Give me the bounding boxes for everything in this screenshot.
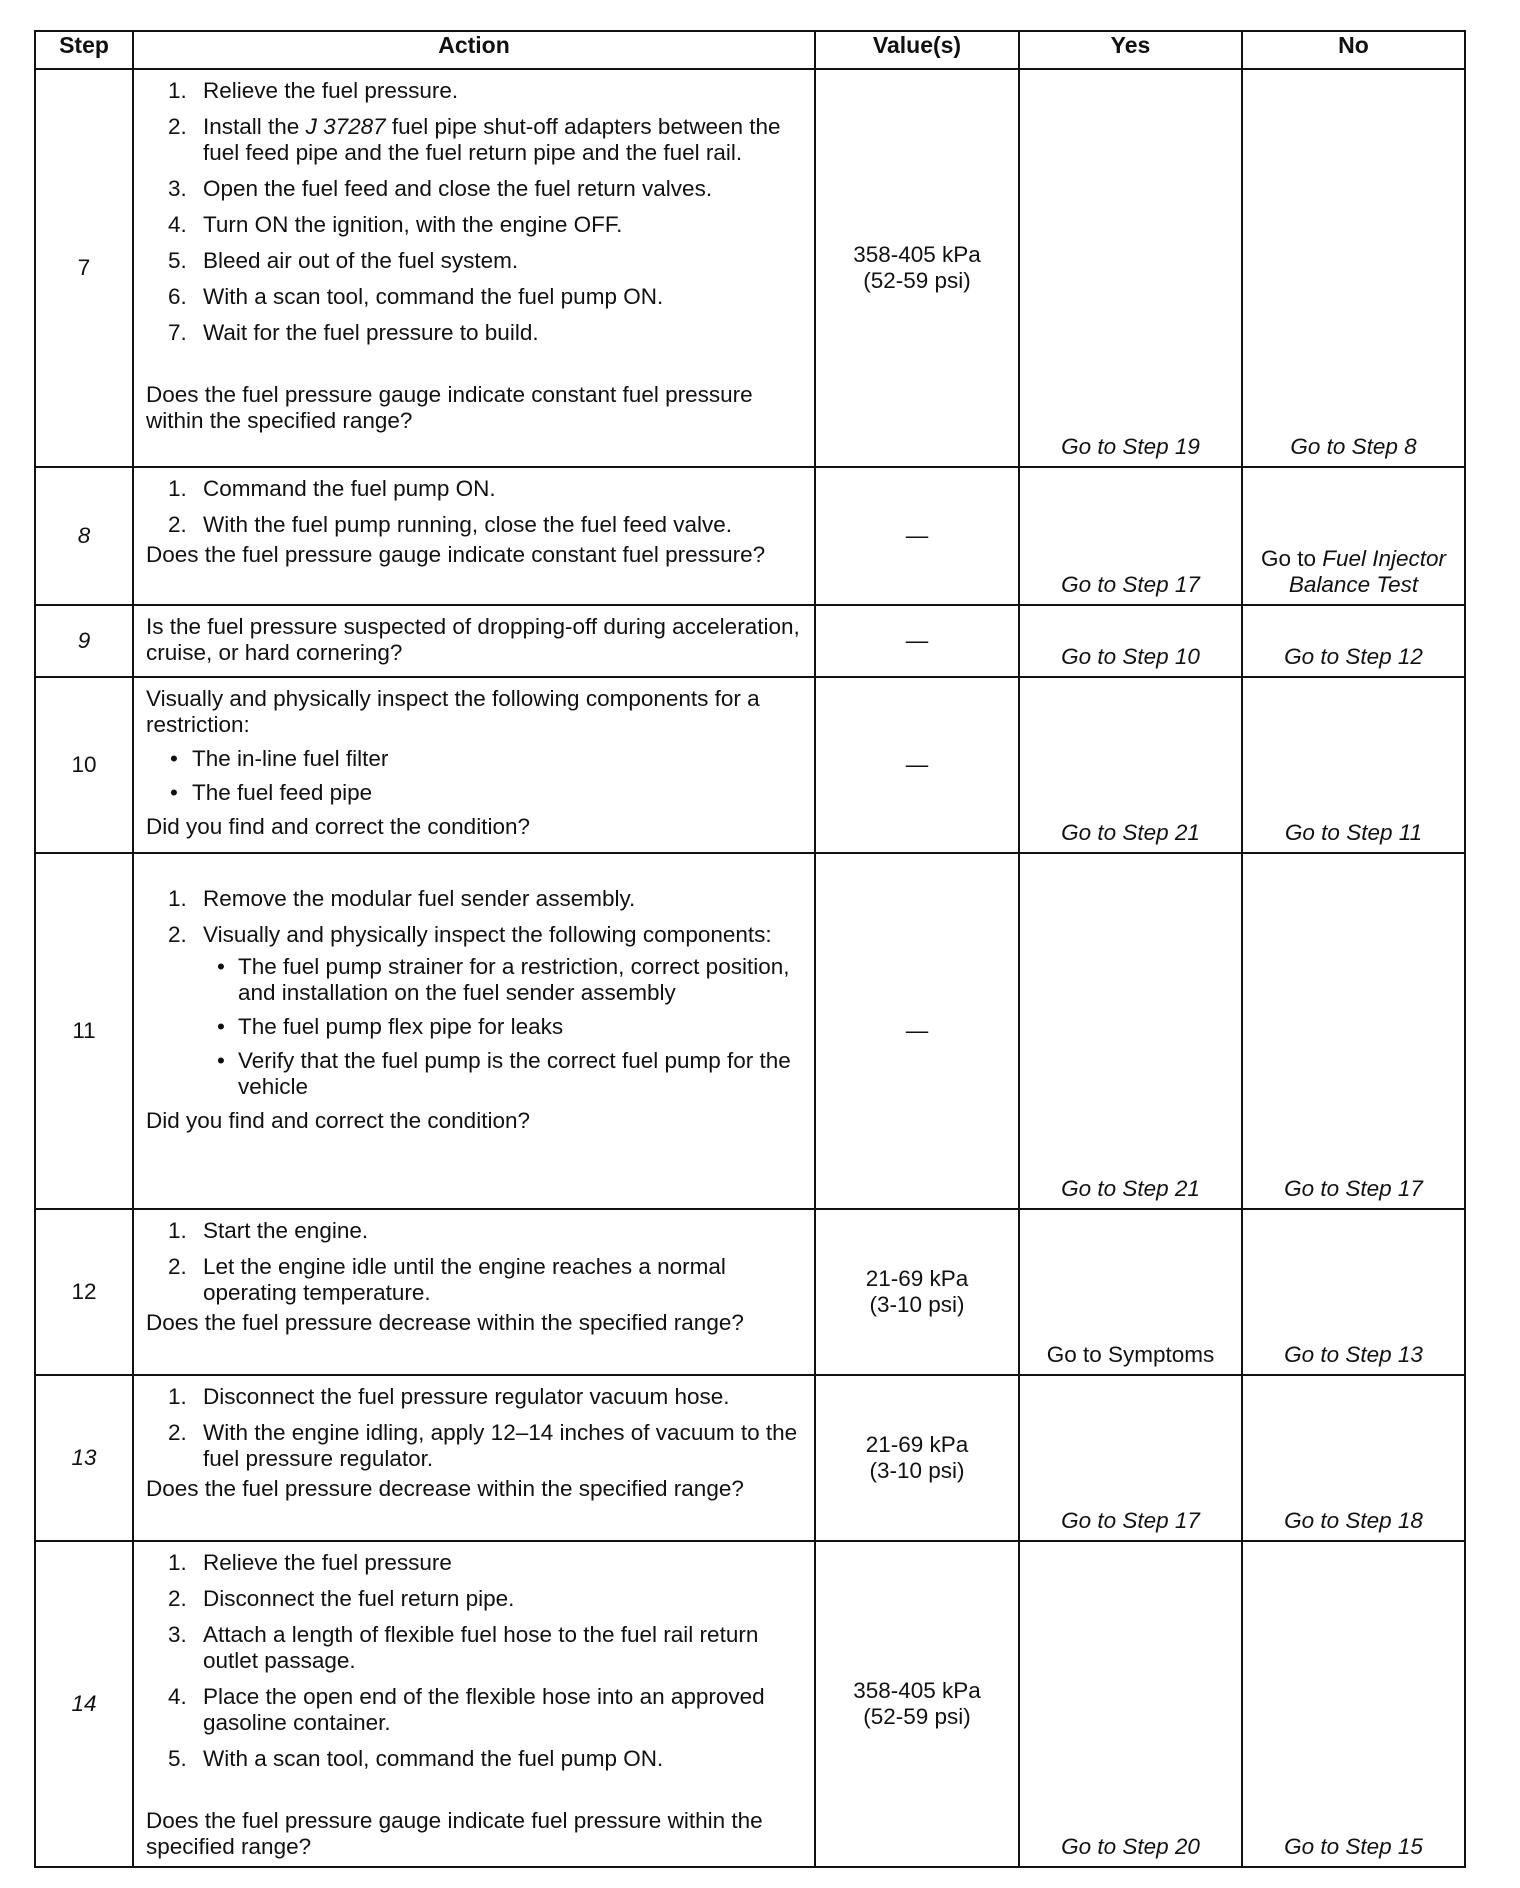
table-row: [35, 1541, 1465, 1867]
value-imperial: (52-59 psi): [863, 1704, 971, 1729]
no-cell: [1242, 467, 1465, 605]
question: Does the fuel pressure decrease within the specified range?: [146, 1476, 744, 1501]
action-step: Command the fuel pump ON.: [203, 476, 496, 501]
value-cell: [815, 1209, 1019, 1375]
value-metric: 358-405 kPa: [853, 242, 981, 267]
component-item: The fuel feed pipe: [192, 780, 373, 805]
step-number: 7: [35, 69, 133, 467]
question: Is the fuel pressure suspected of dropping-off during acceleration, cruise, or hard cornering?: [146, 614, 800, 665]
action-step: With the fuel pump running, close the fuel feed valve.: [203, 512, 733, 537]
action-step: Relieve the fuel pressure.: [203, 78, 459, 103]
question: Did you find and correct the condition?: [146, 814, 530, 839]
step-number: 13: [35, 1375, 133, 1541]
action-step: Remove the modular fuel sender assembly.: [203, 886, 636, 911]
value-cell: —: [815, 853, 1019, 1209]
question: Does the fuel pressure gauge indicate constant fuel pressure?: [146, 542, 766, 567]
go-to-symptoms-link[interactable]: Go to Symptoms: [1019, 1209, 1242, 1375]
table-row: [35, 605, 1465, 677]
value-imperial: (52-59 psi): [863, 268, 971, 293]
question: Does the fuel pressure gauge indicate fuel pressure within the specified range?: [146, 1808, 763, 1859]
value-imperial: (3-10 psi): [869, 1292, 965, 1317]
action-lead: Visually and physically inspect the following components for a restriction:: [146, 686, 760, 737]
action-cell: 1. Relieve the fuel pressure. 2. Install the J 37287 fuel pipe shut-off adapters between the fuel feed pipe and the fuel return pipe and the fuel rail. 3. Open the fuel feed and close the fuel return valves. 4. Turn ON the ignition, with the engine OFF. 5. Bleed air out of the fuel system. 6. With a scan tool, command the fuel pump ON. 7. Wait for the fuel pressure to build. Does the fuel pressure gauge indicate constant fuel pressure within the specified range?: [133, 69, 815, 467]
action-step-rest: fuel pipe shut-off adapters between the fuel feed pipe and the fuel return pipe and the fuel rail.: [203, 114, 781, 165]
action-step: Attach a length of flexible fuel hose to the fuel rail return outlet passage.: [203, 1622, 759, 1673]
action-step: Let the engine idle until the engine reaches a normal operating temperature.: [203, 1254, 726, 1305]
question: Does the fuel pressure decrease within the specified range?: [146, 1310, 744, 1335]
value-cell: —: [815, 677, 1019, 853]
yes-cell: Go to Step 10: [1019, 605, 1242, 677]
step-number: 8: [35, 467, 133, 605]
action-step: With the engine idling, apply 12–14 inches of vacuum to the fuel pressure regulator.: [203, 1420, 798, 1471]
value-cell: —: [815, 605, 1019, 677]
no-cell: Go to Step 12: [1242, 605, 1465, 677]
action-step: Place the open end of the flexible hose into an approved gasoline container.: [203, 1684, 765, 1735]
value-cell: [815, 1541, 1019, 1867]
no-cell: Go to Step 13: [1242, 1209, 1465, 1375]
no-cell: Go to Step 18: [1242, 1375, 1465, 1541]
component-item: The fuel pump strainer for a restriction, correct position, and installation on the fuel sender assembly: [238, 954, 790, 1005]
header-step: Step: [35, 31, 133, 69]
step-number: 11: [35, 853, 133, 1209]
yes-cell: Go to Step 20: [1019, 1541, 1242, 1867]
no-cell: Go to Step 8: [1242, 69, 1465, 467]
step-number: 9: [35, 605, 133, 677]
action-step: Wait for the fuel pressure to build.: [203, 320, 539, 345]
table-row: [35, 1375, 1465, 1541]
tool-reference: J 37287: [305, 114, 386, 139]
no-cell: Go to Step 17: [1242, 853, 1465, 1209]
action-step: With a scan tool, command the fuel pump ON.: [203, 1746, 664, 1771]
table-row: [35, 69, 1465, 467]
action-cell: 1. Disconnect the fuel pressure regulator vacuum hose. 2. With the engine idling, apply 12–14 inches of vacuum to the fuel pressure regulator. Does the fuel pressure decrease within the specified range?: [133, 1375, 815, 1541]
header-action: Action: [133, 31, 815, 69]
no-cell: Go to Step 15: [1242, 1541, 1465, 1867]
action-step: With a scan tool, command the fuel pump ON.: [203, 284, 664, 309]
action-step: Bleed air out of the fuel system.: [203, 248, 519, 273]
value-cell: [815, 1375, 1019, 1541]
header-values: Value(s): [815, 31, 1019, 69]
yes-cell: Go to Step 21: [1019, 853, 1242, 1209]
component-item: Verify that the fuel pump is the correct fuel pump for the vehicle: [238, 1048, 791, 1099]
action-cell: Visually and physically inspect the following components for a restriction: • The in-line fuel filter • The fuel feed pipe Did you find and correct the condition?: [133, 677, 815, 853]
question: Does the fuel pressure gauge indicate constant fuel pressure within the specified range?: [146, 382, 753, 433]
action-step: Disconnect the fuel return pipe.: [203, 1586, 515, 1611]
value-cell: —: [815, 467, 1019, 605]
action-step: Relieve the fuel pressure: [203, 1550, 452, 1575]
value-imperial: (3-10 psi): [869, 1458, 965, 1483]
step-number: 12: [35, 1209, 133, 1375]
step-number: 10: [35, 677, 133, 853]
yes-cell: Go to Step 17: [1019, 467, 1242, 605]
diagnostic-table: [34, 30, 1466, 1868]
action-cell: 1. Relieve the fuel pressure 2. Disconnect the fuel return pipe. 3. Attach a length of flexible fuel hose to the fuel rail return outlet passage. 4. Place the open end of the flexible hose into an approved gasoline container. 5. With a scan tool, command the fuel pump ON. Does the fuel pressure gauge indicate fuel pressure within the specified range?: [133, 1541, 815, 1867]
value-cell: [815, 69, 1019, 467]
action-cell: [133, 605, 815, 677]
step-number: 14: [35, 1541, 133, 1867]
no-prefix: Go to: [1260, 546, 1316, 571]
value-metric: 358-405 kPa: [853, 1678, 981, 1703]
action-step: Start the engine.: [203, 1218, 369, 1243]
action-step: Install the: [203, 114, 300, 139]
value-metric: 21-69 kPa: [865, 1266, 969, 1291]
header-row: [35, 31, 1465, 69]
action-cell: 1. Command the fuel pump ON. 2. With the fuel pump running, close the fuel feed valve. Does the fuel pressure gauge indicate constant fuel pressure?: [133, 467, 815, 605]
yes-cell: Go to Step 17: [1019, 1375, 1242, 1541]
table-row: [35, 467, 1465, 605]
component-item: The fuel pump flex pipe for leaks: [238, 1014, 564, 1039]
action-cell: 1. Remove the modular fuel sender assembly. 2. Visually and physically inspect the following components: • The fuel pump strainer for a restriction, correct position, and installation on the fuel sender assembly • The fuel pump flex pipe for leaks • Verify that the fuel pump is the correct fuel pump for the vehicle Did you find and correct the condition?: [133, 853, 815, 1209]
component-item: The in-line fuel filter: [192, 746, 389, 771]
yes-cell: Go to Step 19: [1019, 69, 1242, 467]
action-step: Turn ON the ignition, with the engine OFF.: [203, 212, 623, 237]
table-row: [35, 853, 1465, 1209]
question: Did you find and correct the condition?: [146, 1108, 530, 1133]
table-row: [35, 677, 1465, 853]
no-cell: Go to Step 11: [1242, 677, 1465, 853]
action-step: Open the fuel feed and close the fuel return valves.: [203, 176, 713, 201]
action-cell: 1. Start the engine. 2. Let the engine idle until the engine reaches a normal operating temperature. Does the fuel pressure decrease within the specified range?: [133, 1209, 815, 1375]
yes-cell: Go to Step 21: [1019, 677, 1242, 853]
fuel-injector-balance-test-link[interactable]: Fuel Injector Balance Test: [1288, 546, 1447, 597]
action-step: Visually and physically inspect the following components:: [203, 922, 772, 947]
value-metric: 21-69 kPa: [865, 1432, 969, 1457]
header-yes: Yes: [1019, 31, 1242, 69]
header-no: No: [1242, 31, 1465, 69]
table-row: [35, 1209, 1465, 1375]
action-step: Disconnect the fuel pressure regulator vacuum hose.: [203, 1384, 730, 1409]
